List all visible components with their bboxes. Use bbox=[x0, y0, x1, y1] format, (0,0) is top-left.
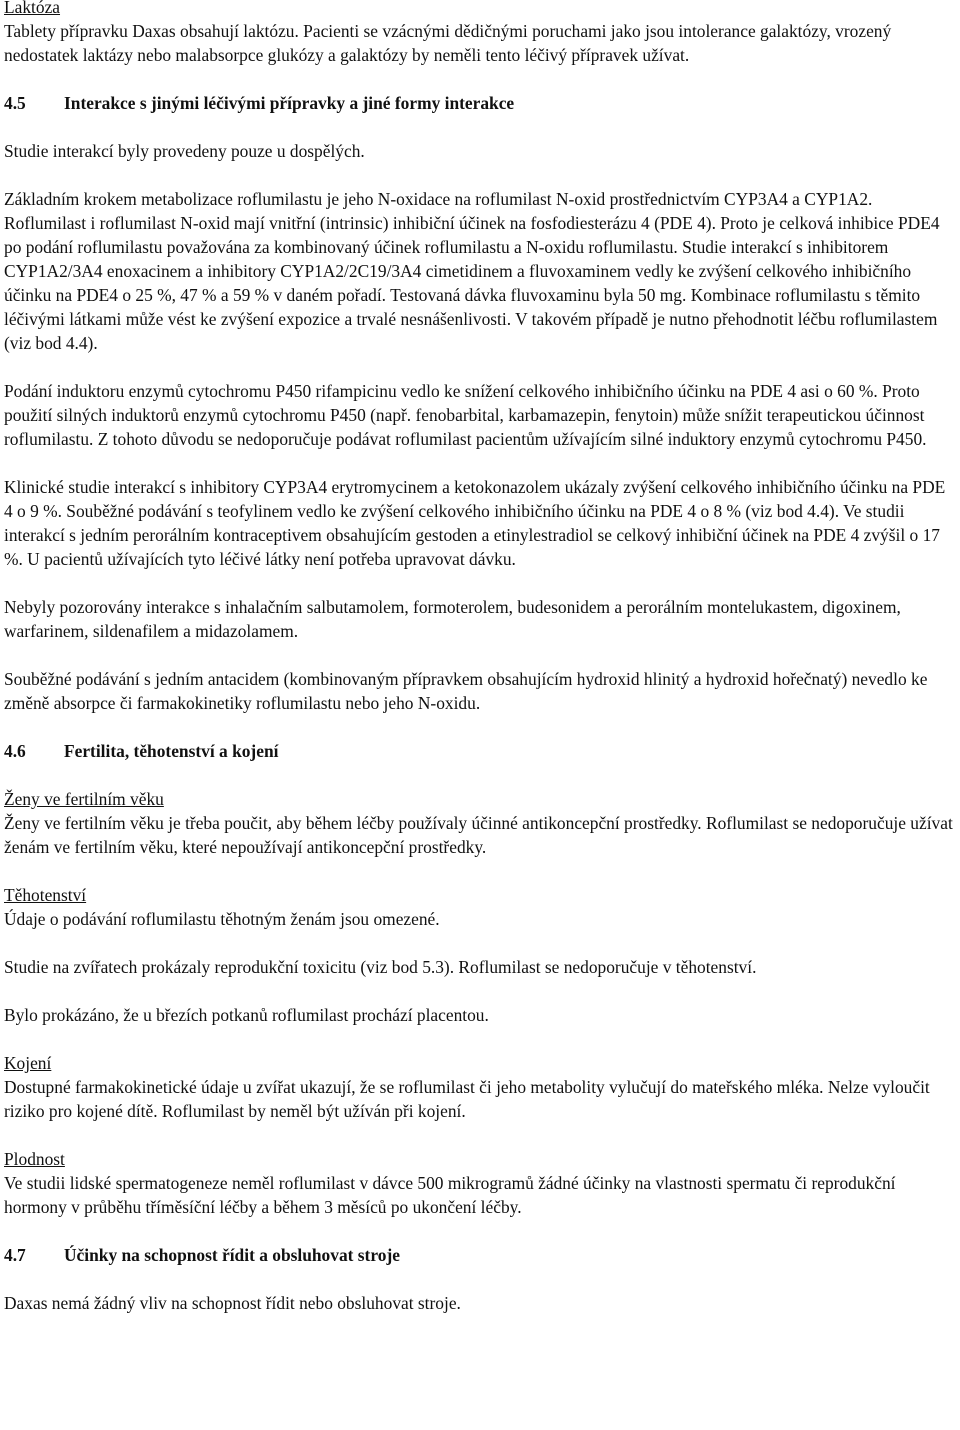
lactose-title: Laktóza bbox=[4, 0, 61, 17]
section-title: Interakce s jinými léčivými přípravky a jiné formy interakce bbox=[64, 93, 515, 113]
subsection-title-lactation: Kojení bbox=[4, 1053, 52, 1073]
paragraph: Nebyly pozorovány interakce s inhalačním salbutamolem, formoterolem, budesonidem a perorálním montelukastem, digoxinem, warfarinem, sildenafilem a midazolamem. bbox=[4, 597, 901, 641]
paragraph: Daxas nemá žádný vliv na schopnost řídit nebo obsluhovat stroje. bbox=[4, 1293, 461, 1313]
subsection-title-women: Ženy ve fertilním věku bbox=[4, 789, 164, 809]
paragraph: Souběžné podávání s jedním antacidem (kombinovaným přípravkem obsahujícím hydroxid hlinitý a hydroxid hořečnatý) nevedlo ke změně absorpce či farmakokinetiky roflumilastu nebo jeho N-oxidu. bbox=[4, 669, 928, 713]
section-4-6-heading bbox=[4, 739, 956, 763]
paragraph: Dostupné farmakokinetické údaje u zvířat ukazují, že se roflumilast či jeho metabolity vylučují do mateřského mléka. Nelze vyloučit riziko pro kojené dítě. Roflumilast by neměl být užíván při kojení. bbox=[4, 1077, 930, 1121]
section-number: 4.7 bbox=[4, 1245, 26, 1265]
paragraph: Bylo prokázáno, že u březích potkanů roflumilast prochází placentou. bbox=[4, 1005, 489, 1025]
subsection-title-fertility: Plodnost bbox=[4, 1149, 65, 1169]
section-title: Fertilita, těhotenství a kojení bbox=[64, 741, 279, 761]
paragraph: Základním krokem metabolizace roflumilastu je jeho N-oxidace na roflumilast N-oxid prostřednictvím CYP3A4 a CYP1A2. Roflumilast i roflumilast N-oxid mají vnitřní (intrinsic) inhibiční účinek na fosfodiesterázu 4 (PDE 4). Proto je celková inhibice PDE4 po podání roflumilastu považována za kombinovaný účinek roflumilastu a N-oxidu roflumilastu. Studie interakcí s inhibitorem CYP1A2/3A4 enoxacinem a inhibitory CYP1A2/2C19/3A4 cimetidinem a fluvoxaminem vedly ke zvýšení celkového inhibičního účinku na PDE4 o 25 %, 47 % a 59 % v daném pořadí. Testovaná dávka fluvoxaminu byla 50 mg. Kombinace roflumilastu s těmito léčivými látkami může vést ke zvýšení expozice a trvalé nesnášenlivosti. V takovém případě je nutno přehodnotit léčbu roflumilastem (viz bod 4.4). bbox=[4, 189, 940, 353]
section-title: Účinky na schopnost řídit a obsluhovat stroje bbox=[64, 1245, 400, 1265]
paragraph: Ve studii lidské spermatogeneze neměl roflumilast v dávce 500 mikrogramů žádné účinky na vlastnosti spermatu či reprodukční hormony v průběhu tříměsíční léčby a během 3 měsíců po ukončení léčby. bbox=[4, 1173, 896, 1217]
paragraph: Údaje o podávání roflumilastu těhotným ženám jsou omezené. bbox=[4, 909, 440, 929]
paragraph: Studie na zvířatech prokázaly reprodukční toxicitu (viz bod 5.3). Roflumilast se nedoporučuje v těhotenství. bbox=[4, 957, 757, 977]
lactose-text: Tablety přípravku Daxas obsahují laktózu. Pacienti se vzácnými dědičnými poruchami jako jsou intolerance galaktózy, vrozený nedostatek laktázy nebo malabsorpce glukózy a galaktózy by neměli tento léčivý přípravek užívat. bbox=[4, 21, 892, 65]
document-page bbox=[4, 0, 956, 1315]
paragraph: Ženy ve fertilním věku je třeba poučit, aby během léčby používaly účinné antikoncepční prostředky. Roflumilast se nedoporučuje užívat ženám ve fertilním věku, které nepoužívají antikoncepční prostředky. bbox=[4, 813, 953, 857]
section-4-5-heading bbox=[4, 91, 956, 115]
subsection-title-pregnancy: Těhotenství bbox=[4, 885, 87, 905]
paragraph: Studie interakcí byly provedeny pouze u dospělých. bbox=[4, 141, 365, 161]
section-number: 4.6 bbox=[4, 741, 26, 761]
paragraph: Klinické studie interakcí s inhibitory CYP3A4 erytromycinem a ketokonazolem ukázaly zvýšení celkového inhibičního účinku na PDE 4 o 9 %. Souběžné podávání s teofylinem vedlo ke zvýšení celkového inhibičního účinku na PDE 4 o 8 % (viz bod 4.4). Ve studii interakcí s jedním perorálním kontraceptivem obsahujícím gestoden a etinylestradiol se celkový inhibiční účinek na PDE 4 zvýšil o 17 %. U pacientů užívajících tyto léčivé látky není potřeba upravovat dávku. bbox=[4, 477, 946, 569]
section-number: 4.5 bbox=[4, 93, 26, 113]
section-4-7-heading bbox=[4, 1243, 956, 1267]
paragraph: Podání induktoru enzymů cytochromu P450 rifampicinu vedlo ke snížení celkového inhibičního účinku na PDE 4 asi o 60 %. Proto použití silných induktorů enzymů cytochromu P450 (např. fenobarbital, karbamazepin, fenytoin) může snížit terapeutickou účinnost roflumilastu. Z tohoto důvodu se nedoporučuje podávat roflumilast pacientům užívajícím silné induktory enzymů cytochromu P450. bbox=[4, 381, 927, 449]
